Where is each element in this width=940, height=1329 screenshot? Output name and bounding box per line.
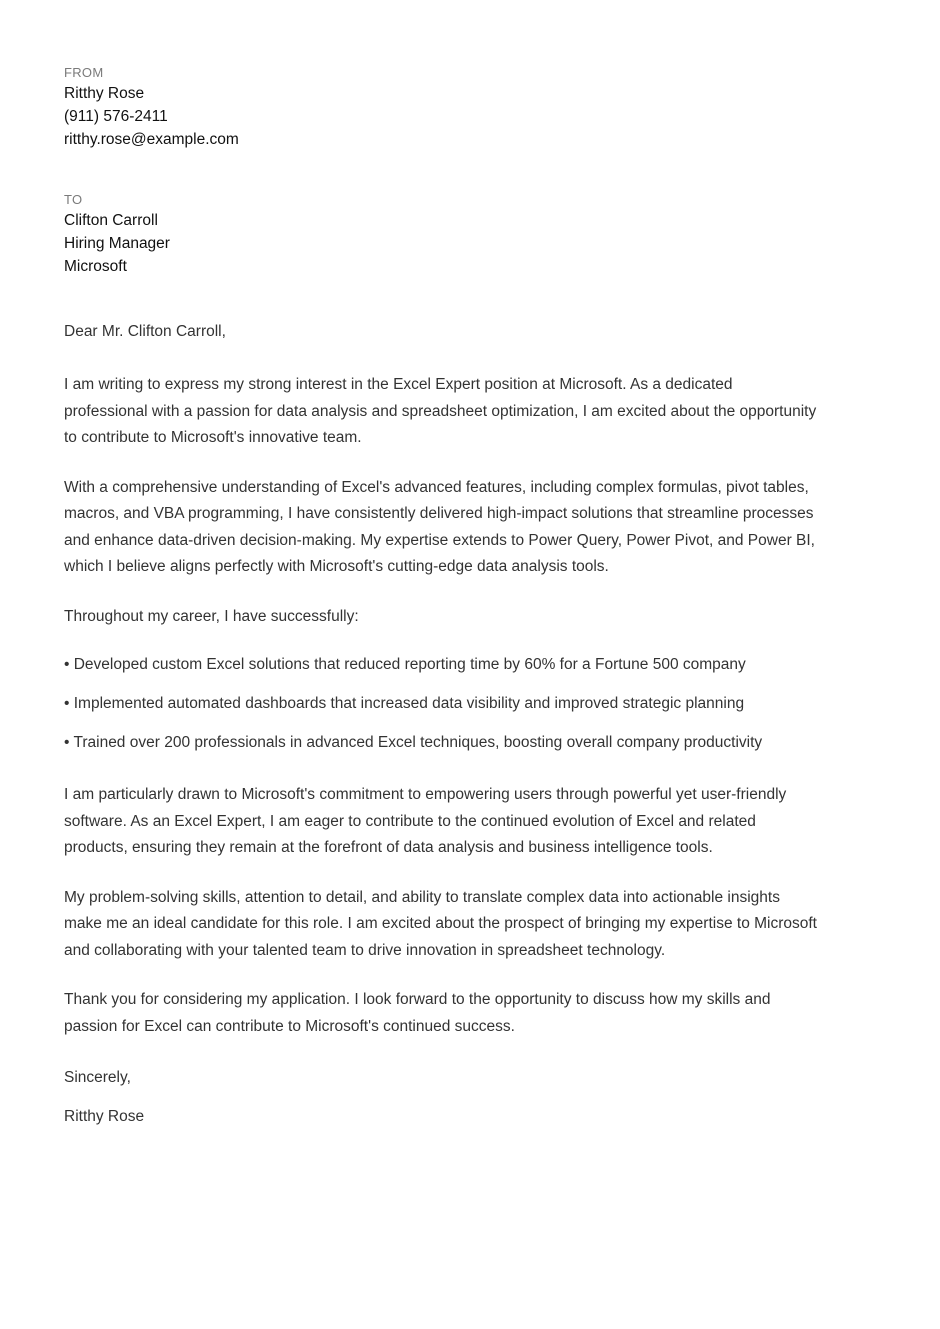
letter-paragraph: With a comprehensive understanding of Excel's advanced features, including complex formulas, pivot tables, macros, and VBA programming, I have consistently delivered high-impact solutions that streamline processes and enhance data-driven decision-making. My expertise extends to Power Query, Power Pivot, and Power BI, which I believe aligns perfectly with Microsoft's cutting-edge data analysis tools. (64, 478, 815, 575)
recipient-label: TO (64, 192, 83, 207)
list-item: • Developed custom Excel solutions that reduced reporting time by 60% for a Fortune 500 company (64, 656, 746, 673)
letter-paragraph: I am particularly drawn to Microsoft's commitment to empowering users through powerful yet user-friendly software. As an Excel Expert, I am eager to contribute to the continued evolution of Excel and related products, ensuring they remain at the forefront of data analysis and business intelligence tools. (64, 786, 787, 856)
list-item: • Trained over 200 professionals in advanced Excel techniques, boosting overall company productivity (64, 734, 763, 751)
recipient-company: Microsoft (64, 258, 127, 275)
signature: Ritthy Rose (64, 1108, 145, 1125)
cover-letter-page (64, 64, 900, 1128)
closing: Sincerely, (64, 1069, 131, 1086)
recipient-name: Clifton Carroll (64, 212, 158, 229)
recipient-block (64, 191, 900, 278)
salutation: Dear Mr. Clifton Carroll, (64, 323, 226, 340)
letter-paragraph: Throughout my career, I have successfully: (64, 607, 359, 625)
letter-paragraph: My problem-solving skills, attention to detail, and ability to translate complex data into actionable insights make me an ideal candidate for this role. I am excited about the prospect of bringing my expertise to Microsoft and collaborating with your talented team to drive innovation in spreadsheet technology. (64, 888, 817, 959)
sender-email: ritthy.rose@example.com (64, 131, 239, 148)
list-item: • Implemented automated dashboards that increased data visibility and improved strategic planning (64, 695, 745, 712)
sender-label: FROM (64, 65, 104, 80)
sender-block (64, 64, 900, 151)
recipient-title: Hiring Manager (64, 235, 170, 252)
letter-paragraph: Thank you for considering my application. I look forward to the opportunity to discuss how my skills and passion for Excel can contribute to Microsoft's continued success. (64, 991, 771, 1035)
achievements-list (64, 654, 900, 754)
letter-paragraph: I am writing to express my strong interest in the Excel Expert position at Microsoft. As a dedicated professional with a passion for data analysis and spreadsheet optimization, I am excited about the opportunity to contribute to Microsoft's innovative team. (64, 376, 817, 446)
sender-phone: (911) 576-2411 (64, 108, 168, 125)
sender-name: Ritthy Rose (64, 85, 145, 102)
